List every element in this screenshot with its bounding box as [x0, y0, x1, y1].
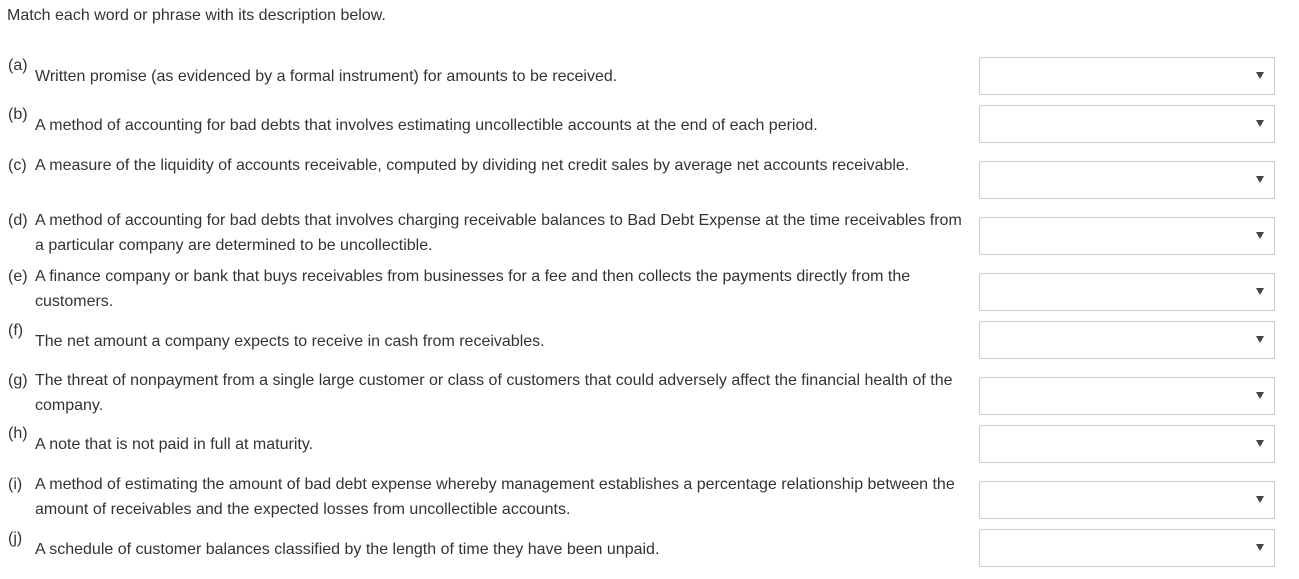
- item-description: Written promise (as evidenced by a formal instrument) for amounts to be received.: [35, 68, 618, 85]
- answer-select-a[interactable]: [979, 57, 1275, 95]
- chevron-down-icon: [1256, 176, 1264, 183]
- item-letter: (j): [8, 530, 23, 547]
- item-letter: (g): [8, 372, 28, 389]
- answer-select-d[interactable]: [979, 217, 1275, 255]
- answer-select-e[interactable]: [979, 273, 1275, 311]
- answer-select-h[interactable]: [979, 425, 1275, 463]
- item-letter: (e): [8, 268, 28, 285]
- item-description: A method of estimating the amount of bad debt expense whereby management establishes a percentage relationship between the amount of receivables and the expected losses from uncollectible accounts.: [35, 476, 955, 518]
- answer-select-f[interactable]: [979, 321, 1275, 359]
- chevron-down-icon: [1256, 392, 1264, 399]
- item-description: The threat of nonpayment from a single large customer or class of customers that could adversely affect the financial health of the company.: [35, 372, 953, 414]
- item-description: A method of accounting for bad debts that involves estimating uncollectible accounts at the end of each period.: [35, 117, 818, 134]
- answer-select-c[interactable]: [979, 161, 1275, 199]
- chevron-down-icon: [1256, 72, 1264, 79]
- instructions-text: Match each word or phrase with its description below.: [7, 7, 386, 24]
- answer-select-b[interactable]: [979, 105, 1275, 143]
- item-letter: (b): [8, 106, 28, 123]
- item-description: A schedule of customer balances classified by the length of time they have been unpaid.: [35, 541, 660, 558]
- item-letter: (a): [8, 57, 28, 74]
- item-description: A finance company or bank that buys receivables from businesses for a fee and then collects the payments directly from the customers.: [35, 268, 911, 310]
- item-description: A note that is not paid in full at maturity.: [35, 436, 314, 453]
- item-description: A method of accounting for bad debts that involves charging receivable balances to Bad Debt Expense at the time receivables from a particular company are determined to be uncollectible.: [35, 212, 962, 254]
- answer-select-g[interactable]: [979, 377, 1275, 415]
- chevron-down-icon: [1256, 496, 1264, 503]
- chevron-down-icon: [1256, 232, 1264, 239]
- item-description: A measure of the liquidity of accounts receivable, computed by dividing net credit sales by average net accounts receivable.: [35, 157, 910, 174]
- item-letter: (d): [8, 212, 28, 229]
- item-letter: (f): [8, 322, 24, 339]
- item-description: The net amount a company expects to receive in cash from receivables.: [35, 333, 545, 350]
- chevron-down-icon: [1256, 288, 1264, 295]
- chevron-down-icon: [1256, 440, 1264, 447]
- chevron-down-icon: [1256, 336, 1264, 343]
- item-letter: (h): [8, 425, 28, 442]
- chevron-down-icon: [1256, 120, 1264, 127]
- item-letter: (i): [8, 476, 23, 493]
- chevron-down-icon: [1256, 544, 1264, 551]
- answer-select-i[interactable]: [979, 481, 1275, 519]
- item-letter: (c): [8, 157, 27, 174]
- answer-select-j[interactable]: [979, 529, 1275, 567]
